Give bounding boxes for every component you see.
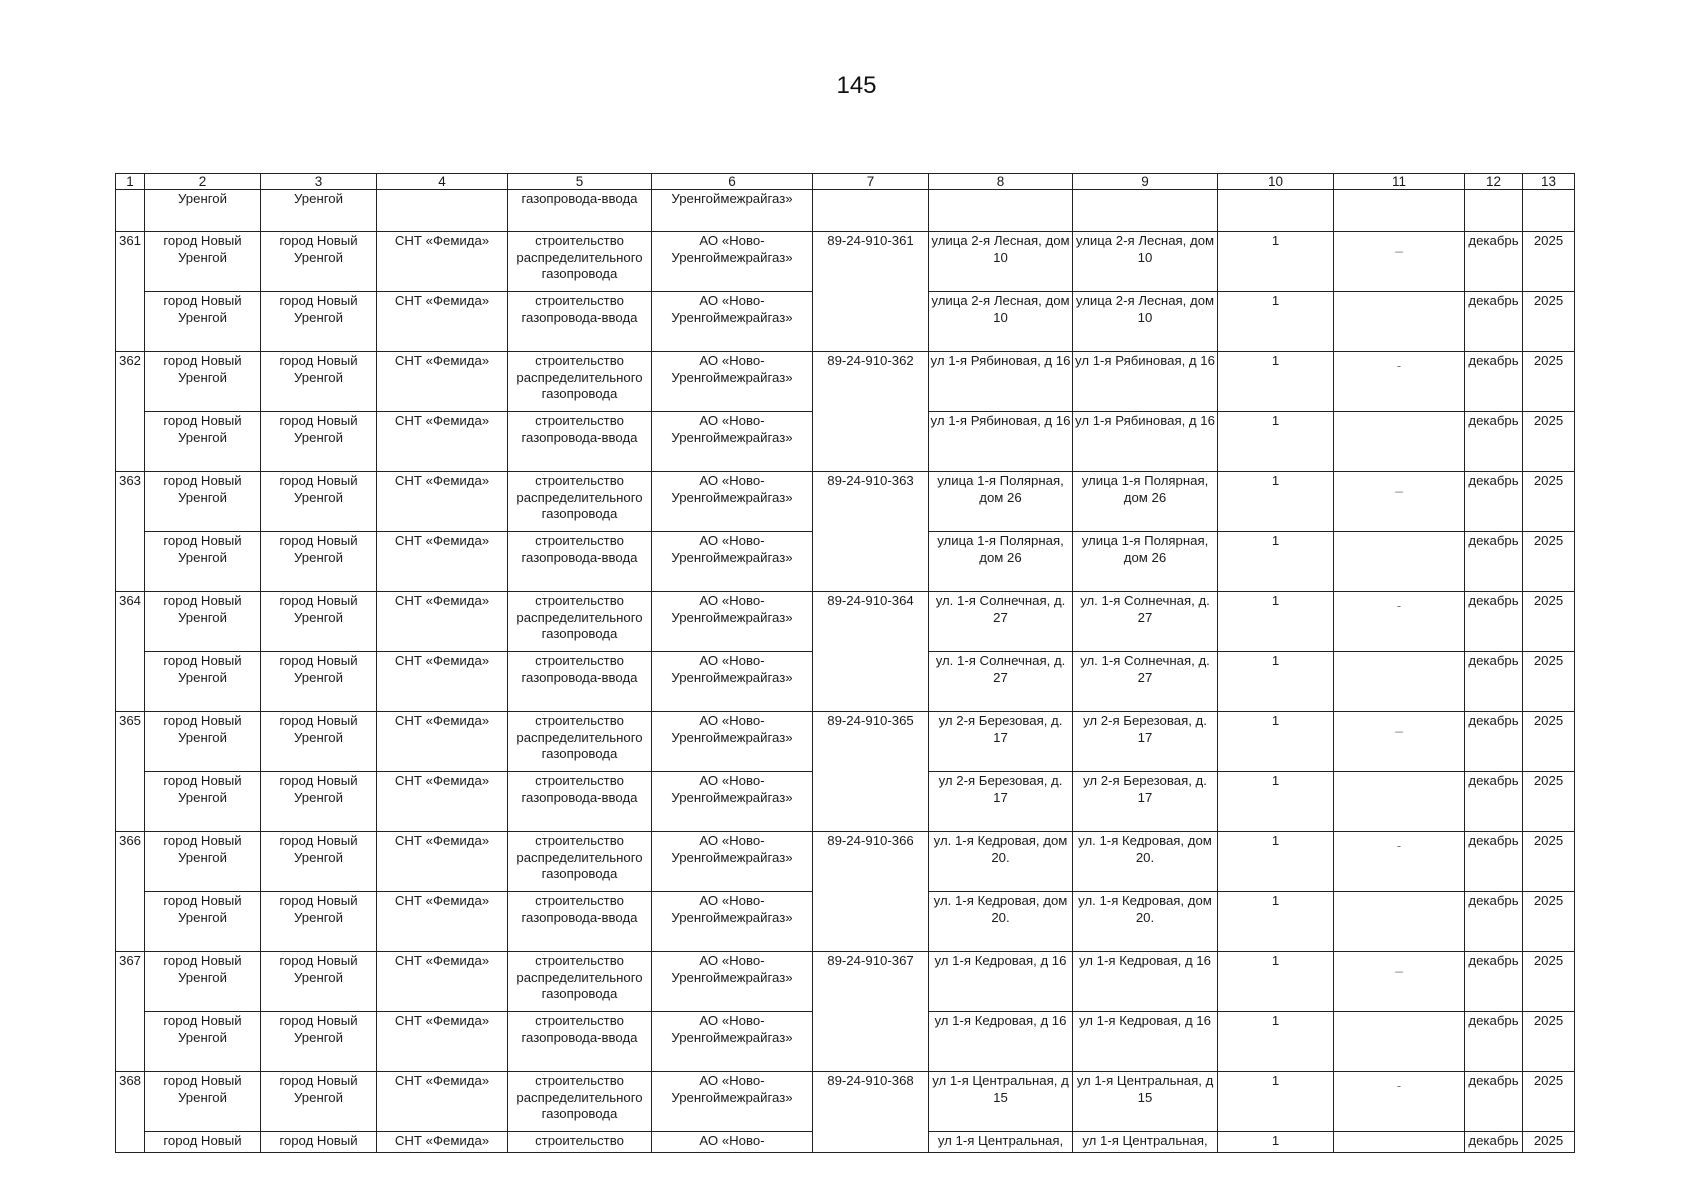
dash-mark: - [1396,838,1402,853]
cell-code: 89-24-910-368 [813,1072,929,1153]
cell-work-type: строительство распределительного газопровода [508,592,652,652]
cell-locality: город Новый Уренгой [145,1012,261,1072]
cell-locality: город Новый Уренгой [145,712,261,772]
cell-operator: АО «Ново-Уренгоймежрайгаз» [652,412,813,472]
cell-address: улица 2-я Лесная, дом 10 [1073,292,1218,352]
cell-locality: город Новый Уренгой [261,892,377,952]
cell-work-type: строительство [508,1132,652,1153]
cell-year: 2025 [1523,472,1575,532]
cell-year: 2025 [1523,952,1575,1012]
cell-locality: город Новый Уренгой [145,352,261,412]
cell-dash [1334,1012,1465,1072]
cell-locality: город Новый Уренгой [145,292,261,352]
cell-year: 2025 [1523,232,1575,292]
cell-year: 2025 [1523,1012,1575,1072]
cell-dash [1334,832,1465,892]
table-row [116,352,1575,412]
cell-address: ул. 1-я Солнечная, д. 27 [929,592,1073,652]
cell-code: 89-24-910-361 [813,232,929,352]
cell-month: декабрь [1465,532,1523,592]
cell-dash [1334,772,1465,832]
cell-locality: город Новый Уренгой [261,412,377,472]
cell-locality: город Новый Уренгой [261,712,377,772]
page-number: 145 [836,72,877,99]
cell-work-type: строительство распределительного газопровода [508,232,652,292]
cell-year: 2025 [1523,412,1575,472]
cell-address: улица 1-я Полярная, дом 26 [929,532,1073,592]
cell-count: 1 [1218,292,1334,352]
cell-address: улица 1-я Полярная, дом 26 [1073,472,1218,532]
cell-operator: АО «Ново-Уренгоймежрайгаз» [652,592,813,652]
cell-locality: город Новый Уренгой [261,232,377,292]
cell-address: ул 1-я Кедровая, д 16 [1073,952,1218,1012]
cell-locality: город Новый Уренгой [261,592,377,652]
cell-address: ул 2-я Березовая, д. 17 [1073,772,1218,832]
cell-address: ул 1-я Центральная, [1073,1132,1218,1153]
cell-month: декабрь [1465,832,1523,892]
cell-month: декабрь [1465,1132,1523,1153]
cell-dash [1334,652,1465,712]
cell-code: 89-24-910-365 [813,712,929,832]
cell-object: СНТ «Фемида» [377,292,508,352]
column-number: 1 [116,174,145,190]
cell-num: 367 [116,952,145,1072]
cell-dash [1334,712,1465,772]
cell-year: 2025 [1523,532,1575,592]
column-number: 4 [377,174,508,190]
cell-locality: город Новый Уренгой [145,412,261,472]
cell-object: СНТ «Фемида» [377,1132,508,1153]
cell-locality: город Новый [261,1132,377,1153]
cell-locality: город Новый Уренгой [145,772,261,832]
dash-mark: - [1396,1078,1402,1093]
cell-count: 1 [1218,772,1334,832]
cell-work-type: строительство газопровода-ввода [508,652,652,712]
dash-mark: - [1396,358,1402,373]
cell-count: 1 [1218,1132,1334,1153]
cell-address: ул 1-я Рябиновая, д 16 [1073,412,1218,472]
cell-operator: АО «Ново-Уренгоймежрайгаз» [652,772,813,832]
cell-dash [1334,532,1465,592]
cell-address: ул 1-я Кедровая, д 16 [1073,1012,1218,1072]
cell-num: 368 [116,1072,145,1153]
cell-code: 89-24-910-366 [813,832,929,952]
column-number: 8 [929,174,1073,190]
cell-month: декабрь [1465,592,1523,652]
cell-object: СНТ «Фемида» [377,1072,508,1132]
cell-num: 365 [116,712,145,832]
cell-month: декабрь [1465,292,1523,352]
cell-dash [1334,412,1465,472]
cell-address: ул 1-я Рябиновая, д 16 [929,412,1073,472]
cell-month: декабрь [1465,412,1523,472]
cell-code: 89-24-910-367 [813,952,929,1072]
cell-locality: город Новый Уренгой [145,592,261,652]
cell-dash [1334,952,1465,1012]
cell-month: декабрь [1465,772,1523,832]
column-number: 9 [1073,174,1218,190]
cell-count: 1 [1218,652,1334,712]
table-row [116,832,1575,892]
cell-work-type: строительство распределительного газопровода [508,1072,652,1132]
cell-address [1073,190,1218,232]
table-row [116,592,1575,652]
cell-dash [1334,190,1465,232]
cell-month [1465,190,1523,232]
cell-count: 1 [1218,472,1334,532]
cell-code: 89-24-910-364 [813,592,929,712]
cell-address: ул 2-я Березовая, д. 17 [1073,712,1218,772]
cell-year: 2025 [1523,292,1575,352]
cell-year: 2025 [1523,1072,1575,1132]
cell-locality: город Новый Уренгой [261,1072,377,1132]
cell-locality: Уренгой [261,190,377,232]
column-number: 13 [1523,174,1575,190]
column-number: 6 [652,174,813,190]
cell-address: ул 1-я Рябиновая, д 16 [929,352,1073,412]
cell-operator: АО «Ново-Уренгоймежрайгаз» [652,352,813,412]
table-row [116,232,1575,292]
cell-work-type: строительство распределительного газопровода [508,832,652,892]
cell-operator: АО «Ново-Уренгоймежрайгаз» [652,472,813,532]
cell-operator: АО «Ново- [652,1132,813,1153]
cell-address: ул 1-я Кедровая, д 16 [929,952,1073,1012]
cell-locality: город Новый Уренгой [261,472,377,532]
cell-object: СНТ «Фемида» [377,712,508,772]
dash-mark: _ [1395,478,1403,493]
cell-address: ул 1-я Центральная, д 15 [929,1072,1073,1132]
cell-count: 1 [1218,352,1334,412]
cell-month: декабрь [1465,472,1523,532]
cell-object: СНТ «Фемида» [377,832,508,892]
cell-work-type: строительство газопровода-ввода [508,772,652,832]
cell-operator: АО «Ново-Уренгоймежрайгаз» [652,232,813,292]
cell-address: ул. 1-я Солнечная, д. 27 [1073,652,1218,712]
cell-month: декабрь [1465,892,1523,952]
cell-object: СНТ «Фемида» [377,952,508,1012]
cell-year: 2025 [1523,892,1575,952]
column-number: 12 [1465,174,1523,190]
cell-year: 2025 [1523,712,1575,772]
cell-dash [1334,592,1465,652]
cell-locality: город Новый Уренгой [145,1072,261,1132]
cell-operator: АО «Ново-Уренгоймежрайгаз» [652,652,813,712]
cell-dash [1334,472,1465,532]
cell-address: ул 1-я Рябиновая, д 16 [1073,352,1218,412]
cell-work-type: строительство распределительного газопровода [508,712,652,772]
cell-count: 1 [1218,892,1334,952]
column-number: 3 [261,174,377,190]
table-row [116,712,1575,772]
cell-count: 1 [1218,1012,1334,1072]
cell-month: декабрь [1465,352,1523,412]
dash-mark: _ [1395,718,1403,733]
cell-num: 362 [116,352,145,472]
cell-month: декабрь [1465,1012,1523,1072]
dash-mark: _ [1395,238,1403,253]
dash-mark: - [1396,598,1402,613]
cell-address: улица 1-я Полярная, дом 26 [929,472,1073,532]
cell-work-type: строительство распределительного газопровода [508,352,652,412]
cell-address: ул 1-я Кедровая, д 16 [929,1012,1073,1072]
cell-locality: город Новый Уренгой [145,892,261,952]
cell-object: СНТ «Фемида» [377,232,508,292]
cell-work-type: строительство газопровода-ввода [508,532,652,592]
cell-locality: город Новый Уренгой [145,232,261,292]
cell-count: 1 [1218,952,1334,1012]
cell-count [1218,190,1334,232]
cell-locality: город Новый Уренгой [145,472,261,532]
cell-operator: АО «Ново-Уренгоймежрайгаз» [652,1072,813,1132]
cell-locality: город Новый Уренгой [261,532,377,592]
table-row [116,952,1575,1012]
cell-operator: АО «Ново-Уренгоймежрайгаз» [652,712,813,772]
cell-operator: АО «Ново-Уренгоймежрайгаз» [652,892,813,952]
cell-address: ул. 1-я Кедровая, дом 20. [929,892,1073,952]
cell-locality: город Новый Уренгой [145,832,261,892]
cell-locality: город Новый Уренгой [261,292,377,352]
cell-object: СНТ «Фемида» [377,592,508,652]
cell-work-type: строительство распределительного газопровода [508,952,652,1012]
cell-object: СНТ «Фемида» [377,532,508,592]
cell-address: улица 2-я Лесная, дом 10 [1073,232,1218,292]
cell-num: 363 [116,472,145,592]
cell-dash [1334,1132,1465,1153]
cell-month: декабрь [1465,1072,1523,1132]
cell-work-type: строительство газопровода-ввода [508,1012,652,1072]
cell-locality: город Новый Уренгой [145,952,261,1012]
data-table [115,173,1575,1153]
column-number: 10 [1218,174,1334,190]
cell-object: СНТ «Фемида» [377,772,508,832]
cell-year: 2025 [1523,772,1575,832]
cell-locality: город Новый [145,1132,261,1153]
cell-locality: город Новый Уренгой [261,352,377,412]
cell-operator: АО «Ново-Уренгоймежрайгаз» [652,532,813,592]
cell-count: 1 [1218,1072,1334,1132]
cell-year [1523,190,1575,232]
cell-object: СНТ «Фемида» [377,412,508,472]
cell-address: ул. 1-я Солнечная, д. 27 [1073,592,1218,652]
cell-month: декабрь [1465,652,1523,712]
cell-address [929,190,1073,232]
cell-year: 2025 [1523,352,1575,412]
cell-operator: АО «Ново-Уренгоймежрайгаз» [652,952,813,1012]
cell-count: 1 [1218,532,1334,592]
cell-work-type: газопровода-ввода [508,190,652,232]
table-row [116,1072,1575,1132]
cell-locality: город Новый Уренгой [261,952,377,1012]
column-numbers-row [116,174,1575,190]
cell-address: улица 1-я Полярная, дом 26 [1073,532,1218,592]
cell-locality: город Новый Уренгой [261,652,377,712]
cell-year: 2025 [1523,592,1575,652]
cell-year: 2025 [1523,652,1575,712]
cell-work-type: строительство газопровода-ввода [508,892,652,952]
cell-num: 366 [116,832,145,952]
cell-object: СНТ «Фемида» [377,652,508,712]
cell-month: декабрь [1465,232,1523,292]
cell-locality: Уренгой [145,190,261,232]
cell-code: 89-24-910-363 [813,472,929,592]
cell-month: декабрь [1465,712,1523,772]
cell-code [813,190,929,232]
cell-num: 361 [116,232,145,352]
cell-address: ул. 1-я Кедровая, дом 20. [1073,832,1218,892]
cell-locality: город Новый Уренгой [145,652,261,712]
column-number: 5 [508,174,652,190]
dash-mark: _ [1395,958,1403,973]
cell-operator: Уренгоймежрайгаз» [652,190,813,232]
continuation-row [116,190,1575,232]
cell-dash [1334,1072,1465,1132]
cell-object [377,190,508,232]
cell-locality: город Новый Уренгой [261,1012,377,1072]
cell-address: ул 1-я Центральная, д 15 [1073,1072,1218,1132]
column-number: 7 [813,174,929,190]
cell-code: 89-24-910-362 [813,352,929,472]
cell-address: ул. 1-я Кедровая, дом 20. [1073,892,1218,952]
table-row [116,472,1575,532]
cell-address: улица 2-я Лесная, дом 10 [929,292,1073,352]
cell-year: 2025 [1523,1132,1575,1153]
cell-object: СНТ «Фемида» [377,1012,508,1072]
cell-dash [1334,892,1465,952]
cell-locality: город Новый Уренгой [145,532,261,592]
cell-address: ул 2-я Березовая, д. 17 [929,712,1073,772]
cell-operator: АО «Ново-Уренгоймежрайгаз» [652,292,813,352]
cell-object: СНТ «Фемида» [377,892,508,952]
cell-address: ул 1-я Центральная, [929,1132,1073,1153]
cell-count: 1 [1218,592,1334,652]
cell-year: 2025 [1523,832,1575,892]
cell-num: 364 [116,592,145,712]
cell-count: 1 [1218,412,1334,472]
cell-month: декабрь [1465,952,1523,1012]
cell-dash [1334,292,1465,352]
cell-address: ул. 1-я Солнечная, д. 27 [929,652,1073,712]
cell-work-type: строительство газопровода-ввода [508,412,652,472]
cell-address: ул. 1-я Кедровая, дом 20. [929,832,1073,892]
cell-object: СНТ «Фемида» [377,352,508,412]
cell-object: СНТ «Фемида» [377,472,508,532]
cell-locality: город Новый Уренгой [261,772,377,832]
cell-work-type: строительство газопровода-ввода [508,292,652,352]
column-number: 11 [1334,174,1465,190]
cell-num [116,190,145,232]
cell-address: улица 2-я Лесная, дом 10 [929,232,1073,292]
cell-dash [1334,352,1465,412]
cell-locality: город Новый Уренгой [261,832,377,892]
cell-operator: АО «Ново-Уренгоймежрайгаз» [652,1012,813,1072]
cell-operator: АО «Ново-Уренгоймежрайгаз» [652,832,813,892]
cell-count: 1 [1218,232,1334,292]
cell-count: 1 [1218,712,1334,772]
cell-count: 1 [1218,832,1334,892]
cell-dash [1334,232,1465,292]
cell-address: ул 2-я Березовая, д. 17 [929,772,1073,832]
cell-work-type: строительство распределительного газопровода [508,472,652,532]
column-number: 2 [145,174,261,190]
